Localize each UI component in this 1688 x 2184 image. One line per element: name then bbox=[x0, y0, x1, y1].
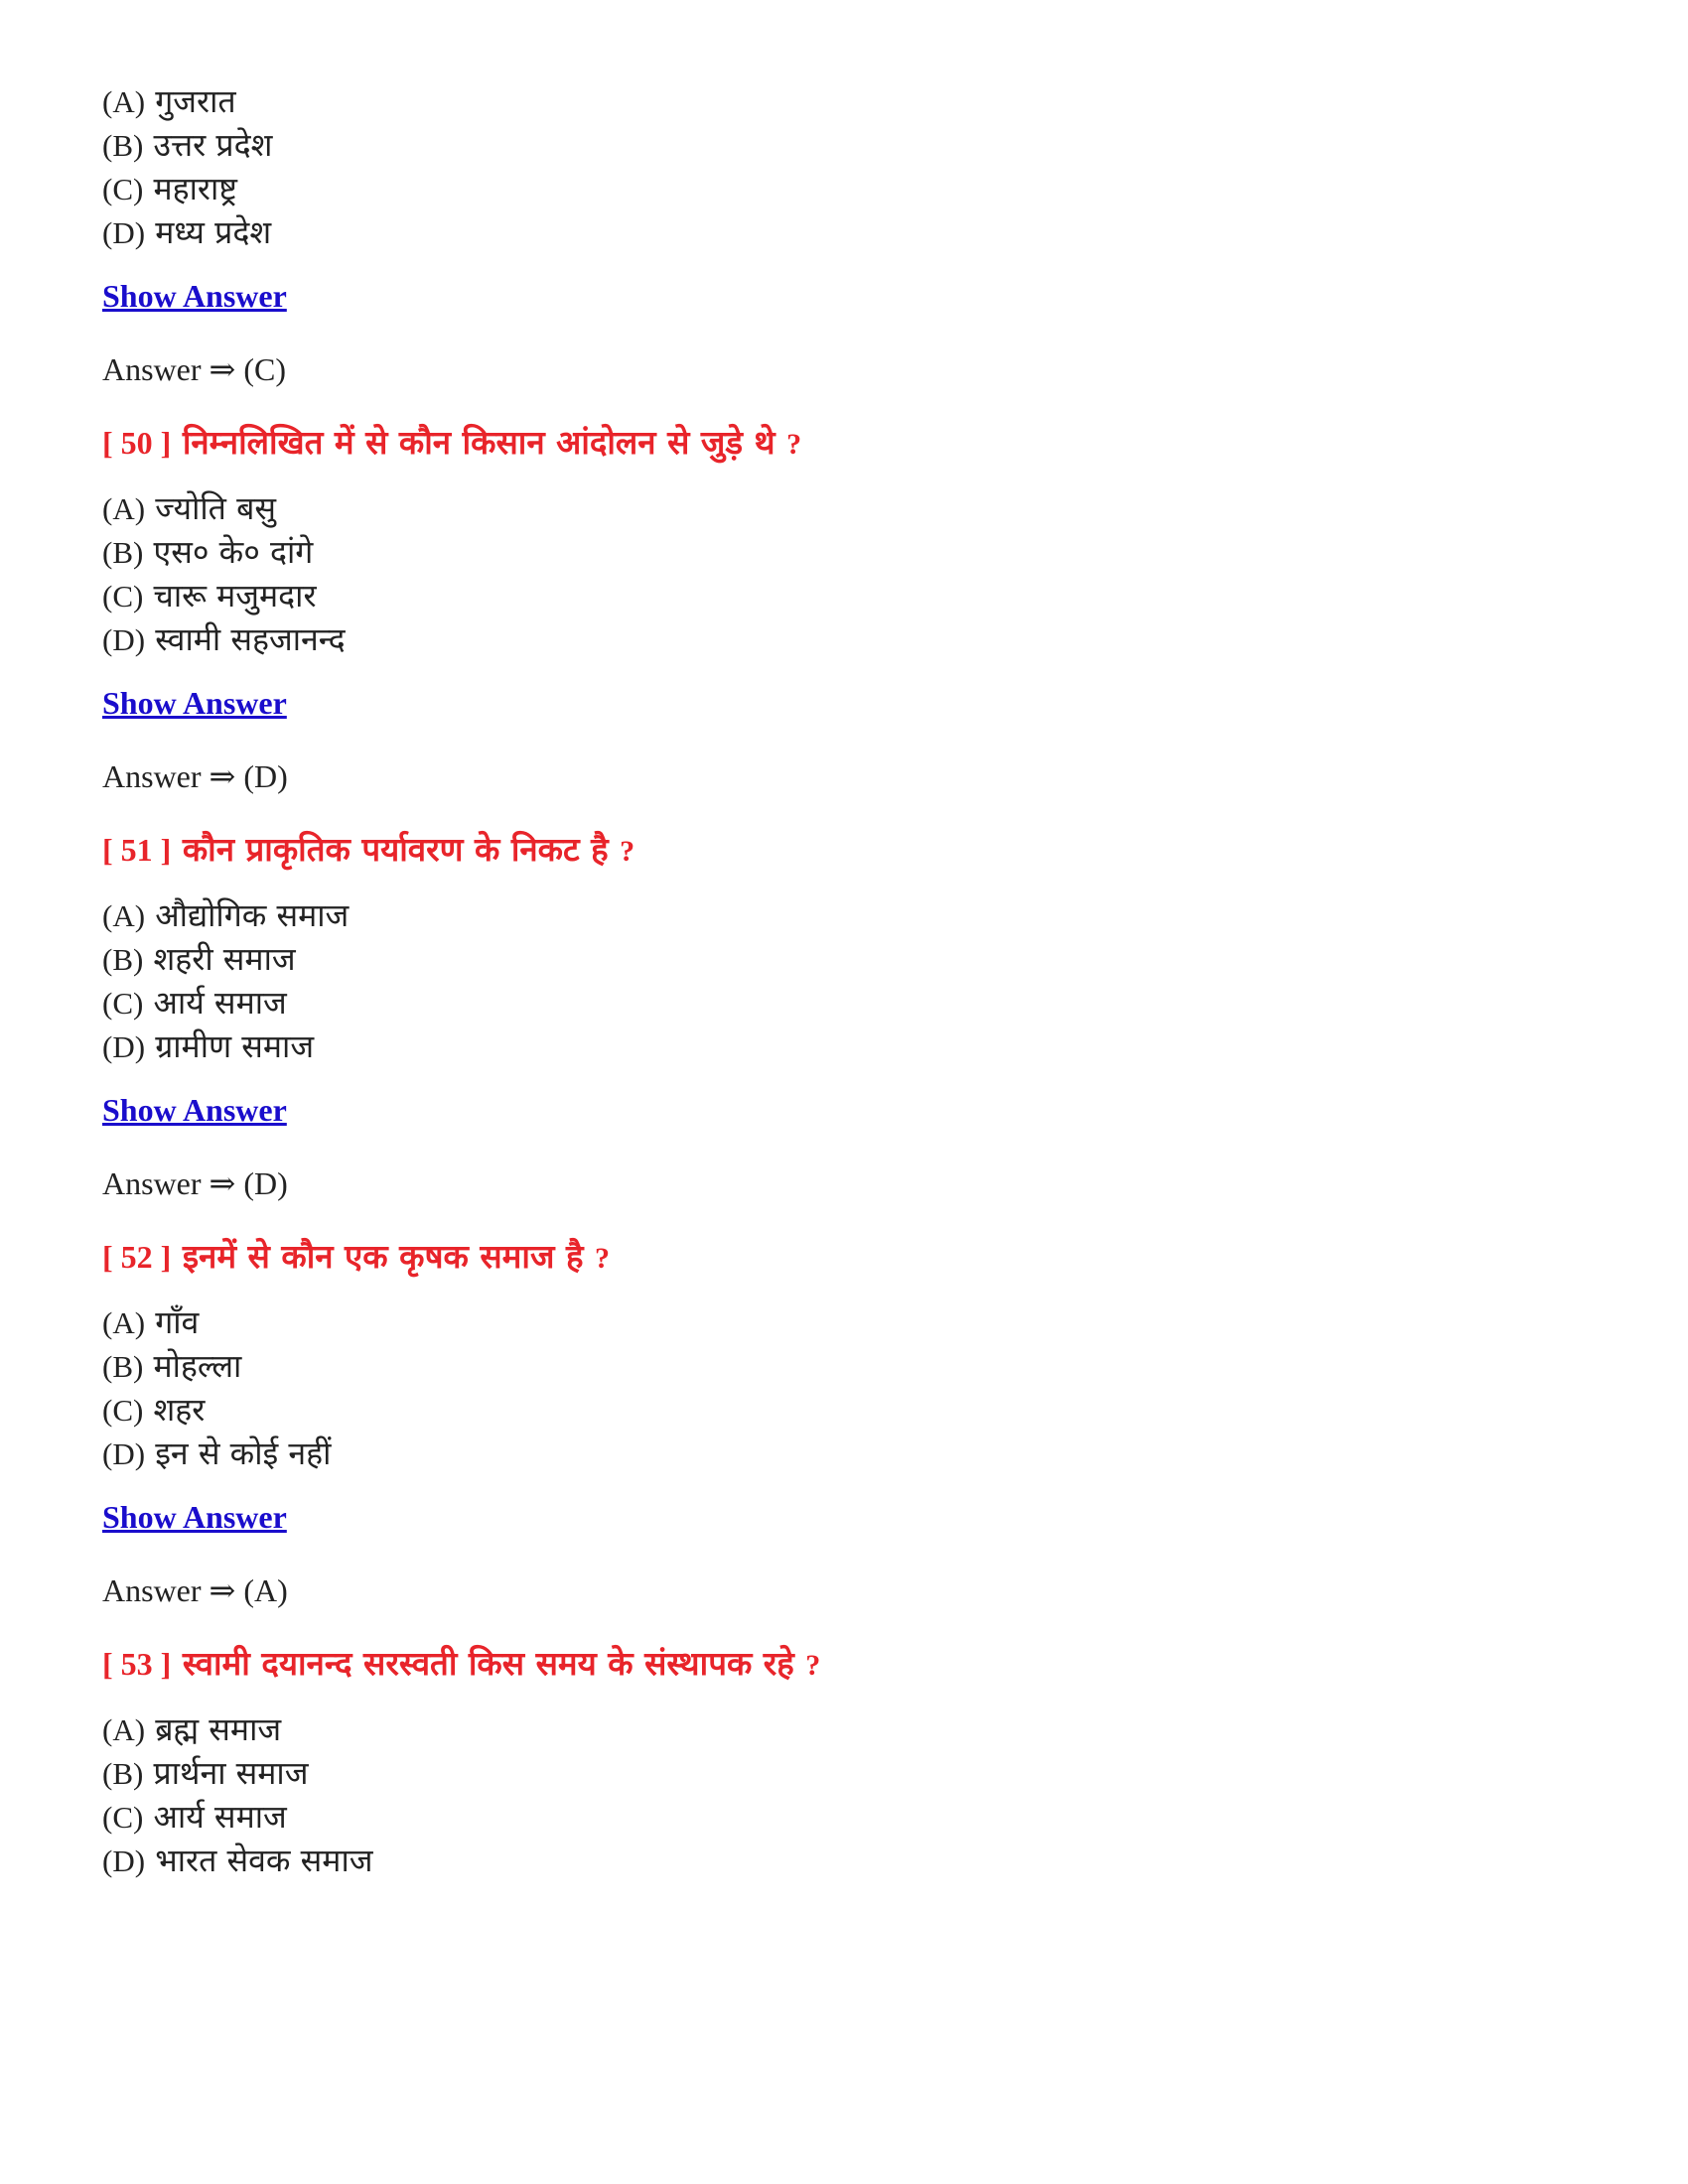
answer-line: Answer ⇒ (D) bbox=[102, 1165, 288, 1201]
option-c: (C) आर्य समाज bbox=[102, 1798, 287, 1836]
show-answer-link[interactable]: Show Answer bbox=[102, 1092, 287, 1128]
option-b: (B) एस० के० दांगे bbox=[102, 533, 314, 571]
options-list bbox=[102, 79, 1592, 254]
show-answer-link[interactable]: Show Answer bbox=[102, 278, 287, 314]
option-a: (A) ज्योति बसु bbox=[102, 489, 276, 527]
options-list bbox=[102, 1300, 1592, 1475]
option-d: (D) मध्य प्रदेश bbox=[102, 213, 272, 251]
option-b: (B) उत्तर प्रदेश bbox=[102, 126, 273, 164]
question-50: [ 50 ] निम्नलिखित में से कौन किसान आंदोलन से जुड़े थे ? bbox=[102, 423, 802, 462]
option-b: (B) शहरी समाज bbox=[102, 940, 296, 978]
option-c: (C) महाराष्ट्र bbox=[102, 170, 237, 207]
option-a: (A) गुजरात bbox=[102, 82, 236, 120]
options-list bbox=[102, 1707, 1592, 1882]
answer-line: Answer ⇒ (C) bbox=[102, 351, 286, 387]
option-a: (A) गाँव bbox=[102, 1303, 200, 1341]
answer-line: Answer ⇒ (D) bbox=[102, 758, 288, 794]
question-52: [ 52 ] इनमें से कौन एक कृषक समाज है ? bbox=[102, 1237, 610, 1276]
option-b: (B) मोहल्ला bbox=[102, 1347, 242, 1385]
show-answer-link[interactable]: Show Answer bbox=[102, 1499, 287, 1535]
option-a: (A) ब्रह्म समाज bbox=[102, 1710, 282, 1748]
option-c: (C) आर्य समाज bbox=[102, 984, 287, 1022]
option-d: (D) ग्रामीण समाज bbox=[102, 1027, 315, 1065]
option-b: (B) प्रार्थना समाज bbox=[102, 1754, 309, 1792]
option-c: (C) चारू मजुमदार bbox=[102, 577, 317, 614]
option-d: (D) भारत सेवक समाज bbox=[102, 1842, 373, 1879]
option-a: (A) औद्योगिक समाज bbox=[102, 896, 350, 934]
question-53: [ 53 ] स्वामी दयानन्द सरस्वती किस समय के संस्थापक रहे ? bbox=[102, 1644, 821, 1683]
show-answer-link[interactable]: Show Answer bbox=[102, 685, 287, 721]
option-c: (C) शहर bbox=[102, 1391, 206, 1429]
answer-line: Answer ⇒ (A) bbox=[102, 1572, 288, 1608]
options-list bbox=[102, 486, 1592, 661]
option-d: (D) इन से कोई नहीं bbox=[102, 1434, 332, 1472]
options-list bbox=[102, 893, 1592, 1068]
question-51: [ 51 ] कौन प्राकृतिक पर्यावरण के निकट है ? bbox=[102, 830, 635, 869]
quiz-page bbox=[102, 79, 1592, 1882]
option-d: (D) स्वामी सहजानन्द bbox=[102, 620, 346, 658]
